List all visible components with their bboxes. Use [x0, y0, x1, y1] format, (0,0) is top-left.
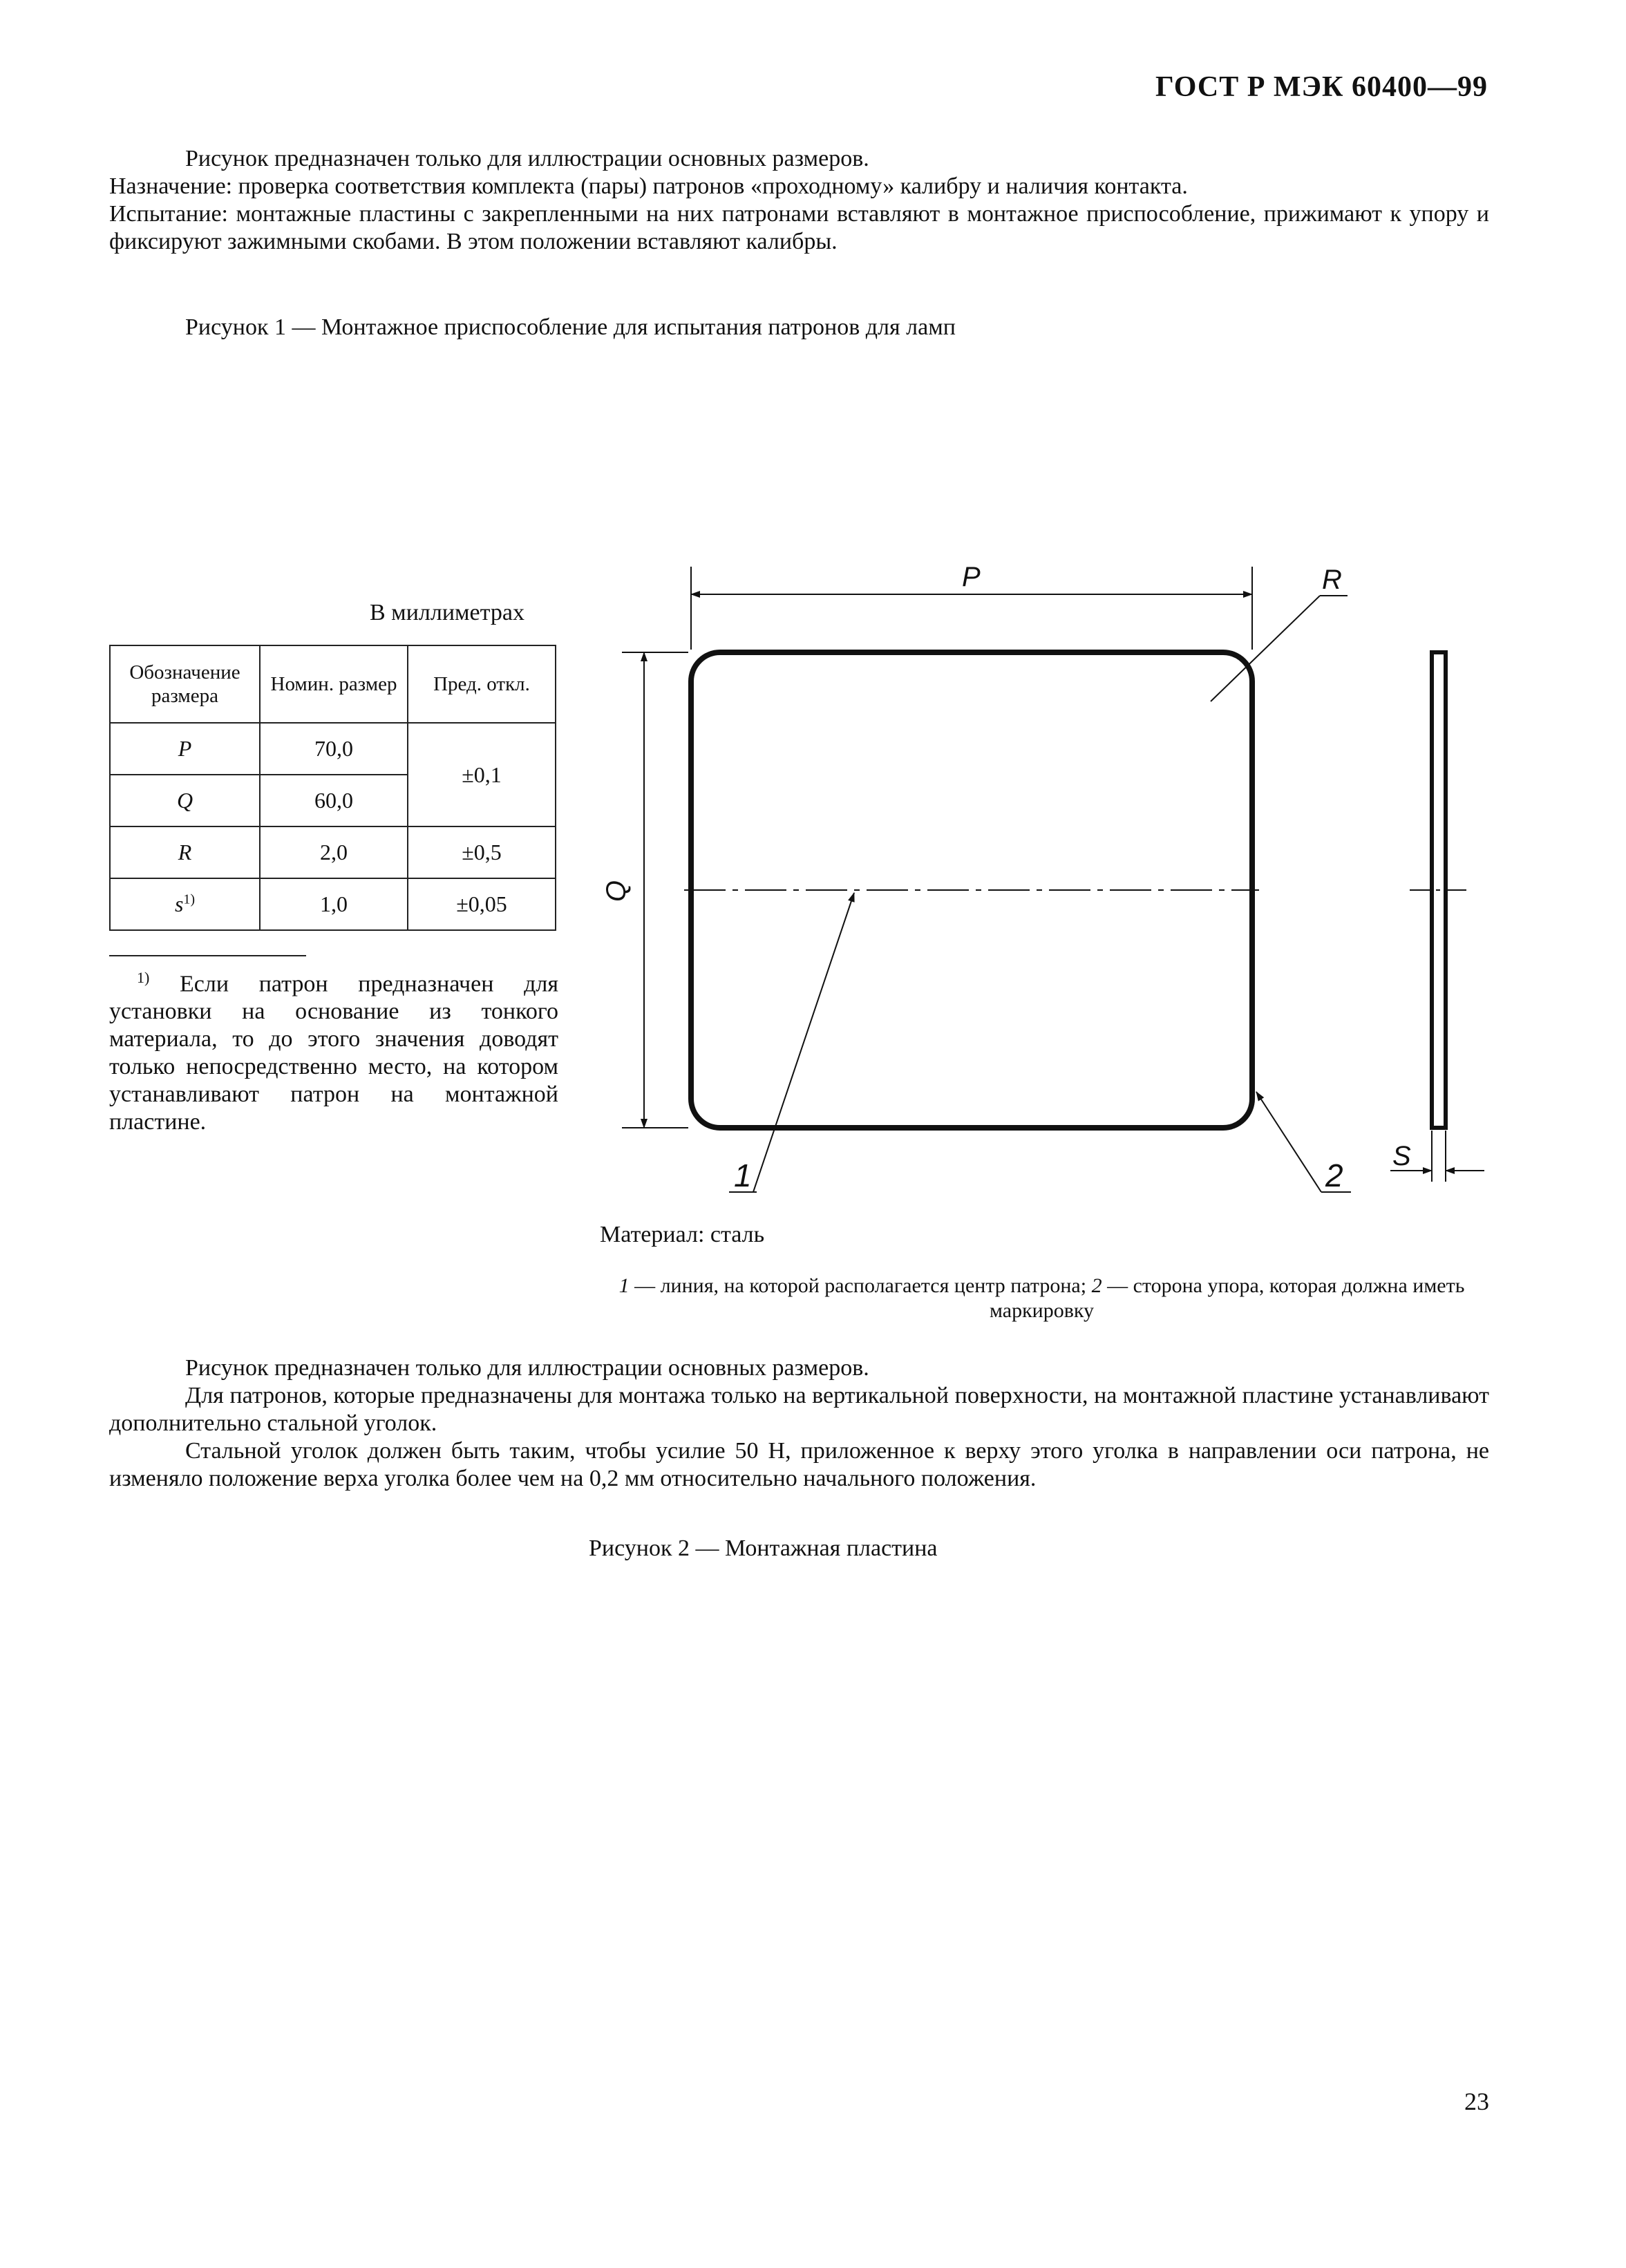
body2-block — [109, 1354, 1489, 1493]
cell-nominal: 60,0 — [260, 775, 408, 826]
label-1: 1 — [734, 1157, 752, 1193]
legend-num-1: 1 — [618, 1274, 630, 1297]
header-tolerance: Пред. откл. — [408, 645, 556, 723]
legend-text-2: — сторона упора, которая должна иметь маркировку — [989, 1274, 1465, 1322]
page-number: 23 — [1464, 2088, 1489, 2115]
body2-paragraph: Рисунок предназначен только для иллюстрации основных размеров. — [185, 1355, 869, 1381]
footnote-ref: 1) — [183, 891, 196, 907]
footnote-text: Если патрон предназначен для установки на основание из тонкого материала, то до этого значения доводят только непосредственно место, на котором устанавливают патрон на монтажной пластине. — [109, 971, 559, 1135]
document-header: ГОСТ Р МЭК 60400—99 — [1155, 71, 1488, 103]
cell-symbol: Q — [110, 775, 260, 826]
r-leader-line — [1211, 596, 1320, 701]
cell-symbol: R — [110, 826, 260, 878]
label-q: Q — [601, 880, 632, 902]
symbol-text: s — [174, 891, 184, 916]
material-note: Материал: сталь — [600, 1222, 765, 1247]
footnote-mark: 1) — [137, 969, 150, 986]
intro-paragraph: Рисунок предназначен только для иллюстрации основных размеров. — [185, 146, 869, 171]
leader-2 — [1256, 1092, 1321, 1192]
intro-paragraph: Испытание: монтажные пластины с закрепленными на них патронами вставляют в монтажное приспособление, прижимают к упору и фиксируют зажимными скобами. В этом положении вставляют калибры. — [109, 201, 1489, 254]
cell-nominal: 1,0 — [260, 878, 408, 930]
figure1-caption: Рисунок 1 — Монтажное приспособление для испытания патронов для ламп — [185, 314, 956, 340]
label-p: P — [962, 562, 981, 592]
label-r: R — [1322, 565, 1342, 595]
legend-text-1: — линия, на которой располагается центр патрона; — [629, 1274, 1092, 1297]
drawing-legend — [594, 1274, 1489, 1323]
legend-num-2: 2 — [1091, 1274, 1102, 1297]
cell-tolerance: ±0,1 — [408, 723, 556, 826]
body2-paragraph: Для патронов, которые предназначены для монтажа только на вертикальной поверхности, на монтажной пластине устанавливают дополнительно стальной уголок. — [109, 1383, 1489, 1436]
body2-paragraph: Стальной уголок должен быть таким, чтобы усилие 50 Н, приложенное к верху этого уголка в направлении оси патрона, не изменяло положение верха уголка более чем на 0,2 мм относительно начального положения. — [109, 1438, 1489, 1491]
leader-1 — [753, 893, 854, 1192]
cell-nominal: 2,0 — [260, 826, 408, 878]
cell-nominal: 70,0 — [260, 723, 408, 775]
header-nominal: Номин. размер — [260, 645, 408, 723]
header-symbol: Обозначение размера — [110, 645, 260, 723]
cell-symbol: P — [110, 723, 260, 775]
intro-paragraph: Назначение: проверка соответствия комплекта (пары) патронов «проходному» калибру и наличия контакта. — [109, 173, 1188, 199]
table-units: В миллиметрах — [370, 600, 524, 625]
label-s: S — [1392, 1141, 1411, 1171]
figure2-caption: Рисунок 2 — Монтажная пластина — [589, 1535, 938, 1561]
label-2: 2 — [1325, 1157, 1343, 1193]
cell-tolerance: ±0,5 — [408, 826, 556, 878]
cell-tolerance: ±0,05 — [408, 878, 556, 930]
